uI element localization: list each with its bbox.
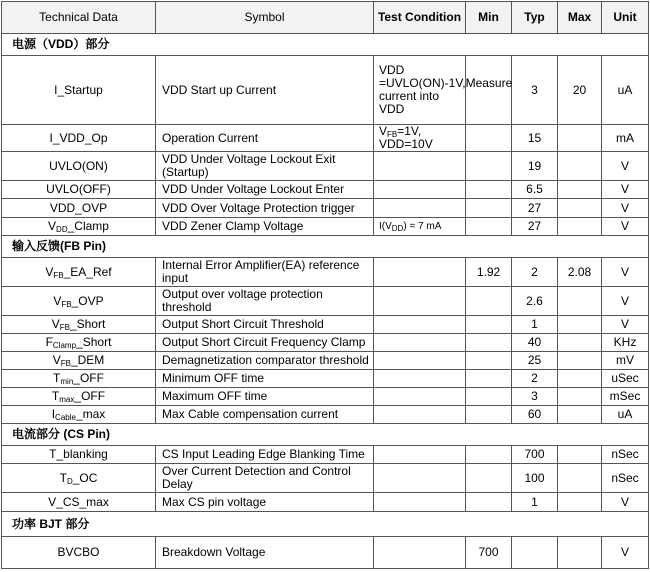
param-name: $V_{FB}\_DEM$ — [2, 352, 156, 370]
table-row — [2, 287, 649, 316]
param-condition — [374, 464, 466, 493]
param-condition: $I(V_{DD}) = 7$ mA — [374, 218, 466, 236]
param-typ: 1 — [512, 316, 558, 334]
param-max — [558, 493, 602, 512]
param-max: 20 — [558, 56, 602, 125]
param-desc: VDD Under Voltage Lockout Exit (Startup) — [156, 152, 374, 181]
param-condition — [374, 181, 466, 199]
header-row — [2, 2, 649, 34]
param-unit: V — [602, 493, 649, 512]
table-row — [2, 352, 649, 370]
technical-data-table — [1, 1, 649, 569]
param-desc: Maximum OFF time — [156, 388, 374, 406]
param-unit: uA — [602, 56, 649, 125]
param-name: $V_{DD}\_Clamp$ — [2, 218, 156, 236]
param-max — [558, 125, 602, 152]
param-desc: Output Short Circuit Frequency Clamp — [156, 334, 374, 352]
param-condition — [374, 388, 466, 406]
param-name: $T_{min}\_OFF$ — [2, 370, 156, 388]
param-min — [466, 446, 512, 464]
section-title: 功率 BJT 部分 — [2, 512, 649, 537]
param-unit: V — [602, 287, 649, 316]
param-typ: 700 — [512, 446, 558, 464]
param-name: $F_{Clamp}\_Short$ — [2, 334, 156, 352]
param-min — [466, 56, 512, 125]
param-unit: V — [602, 152, 649, 181]
section-cs — [2, 424, 649, 446]
param-typ: 19 — [512, 152, 558, 181]
param-min — [466, 125, 512, 152]
param-unit: V — [602, 316, 649, 334]
header-typ: Typ — [512, 2, 558, 34]
table-row — [2, 388, 649, 406]
param-typ: 2.6 — [512, 287, 558, 316]
param-name: T_blanking — [2, 446, 156, 464]
param-typ: 2 — [512, 258, 558, 287]
param-typ: 25 — [512, 352, 558, 370]
param-min — [466, 406, 512, 424]
table-row — [2, 199, 649, 218]
param-desc: VDD Over Voltage Protection trigger — [156, 199, 374, 218]
param-name: $V_{FB}\_OVP$ — [2, 287, 156, 316]
param-desc: Max CS pin voltage — [156, 493, 374, 512]
param-unit: V — [602, 181, 649, 199]
param-min — [466, 388, 512, 406]
table-row — [2, 370, 649, 388]
param-name: I_VDD_Op — [2, 125, 156, 152]
param-unit: nSec — [602, 464, 649, 493]
header-symbol: Symbol — [156, 2, 374, 34]
param-min — [466, 287, 512, 316]
param-desc: Output over voltage protection threshold — [156, 287, 374, 316]
param-desc: CS Input Leading Edge Blanking Time — [156, 446, 374, 464]
table-row — [2, 406, 649, 424]
section-title: 电源（VDD）部分 — [2, 34, 649, 56]
param-min — [466, 464, 512, 493]
param-max — [558, 446, 602, 464]
param-min: 1.92 — [466, 258, 512, 287]
param-unit: KHz — [602, 334, 649, 352]
param-min — [466, 334, 512, 352]
param-unit: mSec — [602, 388, 649, 406]
param-condition — [374, 287, 466, 316]
param-max — [558, 152, 602, 181]
section-fb — [2, 236, 649, 258]
param-name: V_CS_max — [2, 493, 156, 512]
param-desc: Max Cable compensation current — [156, 406, 374, 424]
param-typ: 27 — [512, 218, 558, 236]
param-unit: V — [602, 537, 649, 569]
param-desc: VDD Zener Clamp Voltage — [156, 218, 374, 236]
param-name: BVCBO — [2, 537, 156, 569]
param-max — [558, 388, 602, 406]
header-technical-data: Technical Data — [2, 2, 156, 34]
section-vdd — [2, 34, 649, 56]
header-max: Max — [558, 2, 602, 34]
param-typ: 60 — [512, 406, 558, 424]
param-condition: VDD =UVLO(ON)-1V,Measure current into VDD — [374, 56, 466, 125]
param-name: I_Startup — [2, 56, 156, 125]
param-unit: uSec — [602, 370, 649, 388]
param-typ: 27 — [512, 199, 558, 218]
param-max — [558, 406, 602, 424]
param-max — [558, 352, 602, 370]
param-min — [466, 316, 512, 334]
param-condition — [374, 316, 466, 334]
param-typ: 3 — [512, 56, 558, 125]
param-condition — [374, 446, 466, 464]
param-min — [466, 152, 512, 181]
param-condition: $V_{FB}=1V$, VDD=10V — [374, 125, 466, 152]
param-min: 700 — [466, 537, 512, 569]
param-max — [558, 334, 602, 352]
table-row — [2, 181, 649, 199]
param-typ: 40 — [512, 334, 558, 352]
table-row — [2, 258, 649, 287]
param-typ: 6.5 — [512, 181, 558, 199]
param-typ: 15 — [512, 125, 558, 152]
param-min — [466, 218, 512, 236]
param-condition — [374, 493, 466, 512]
param-name: UVLO(OFF) — [2, 181, 156, 199]
param-max — [558, 287, 602, 316]
param-desc: Output Short Circuit Threshold — [156, 316, 374, 334]
table-row — [2, 218, 649, 236]
param-condition — [374, 334, 466, 352]
table-row — [2, 316, 649, 334]
param-min — [466, 181, 512, 199]
param-name: $T_D\_OC$ — [2, 464, 156, 493]
param-unit: mV — [602, 352, 649, 370]
param-max — [558, 370, 602, 388]
param-desc: Over Current Detection and Control Delay — [156, 464, 374, 493]
param-unit: V — [602, 258, 649, 287]
param-unit: V — [602, 218, 649, 236]
header-unit: Unit — [602, 2, 649, 34]
param-max — [558, 316, 602, 334]
param-name: $T_{max}\_OFF$ — [2, 388, 156, 406]
param-min — [466, 352, 512, 370]
param-desc: Demagnetization comparator threshold — [156, 352, 374, 370]
param-condition — [374, 352, 466, 370]
param-typ: 2 — [512, 370, 558, 388]
param-name: $V_{FB}\_Short$ — [2, 316, 156, 334]
param-desc: Minimum OFF time — [156, 370, 374, 388]
param-max — [558, 218, 602, 236]
param-max — [558, 199, 602, 218]
table-row — [2, 493, 649, 512]
table-row — [2, 464, 649, 493]
param-name: UVLO(ON) — [2, 152, 156, 181]
param-name: $V_{FB}\_EA\_Ref$ — [2, 258, 156, 287]
param-condition — [374, 199, 466, 218]
param-name: VDD_OVP — [2, 199, 156, 218]
param-unit: V — [602, 199, 649, 218]
param-desc: Operation Current — [156, 125, 374, 152]
table-row — [2, 125, 649, 152]
param-typ — [512, 537, 558, 569]
param-desc: Breakdown Voltage — [156, 537, 374, 569]
param-typ: 3 — [512, 388, 558, 406]
param-condition — [374, 406, 466, 424]
param-condition — [374, 152, 466, 181]
param-desc: VDD Under Voltage Lockout Enter — [156, 181, 374, 199]
table-row — [2, 334, 649, 352]
section-bjt — [2, 512, 649, 537]
param-condition — [374, 258, 466, 287]
table-row — [2, 56, 649, 125]
param-unit: mA — [602, 125, 649, 152]
table-row — [2, 446, 649, 464]
param-max: 2.08 — [558, 258, 602, 287]
param-name: $I_{Cable}\_\max$ — [2, 406, 156, 424]
param-min — [466, 199, 512, 218]
param-typ: 1 — [512, 493, 558, 512]
param-max — [558, 181, 602, 199]
param-typ: 100 — [512, 464, 558, 493]
param-desc: VDD Start up Current — [156, 56, 374, 125]
section-title: 输入反馈(FB Pin) — [2, 236, 649, 258]
param-unit: nSec — [602, 446, 649, 464]
header-test-condition: Test Condition — [374, 2, 466, 34]
section-title: 电流部分 (CS Pin) — [2, 424, 649, 446]
param-condition — [374, 370, 466, 388]
param-max — [558, 537, 602, 569]
header-min: Min — [466, 2, 512, 34]
spec-sheet — [1, 1, 649, 569]
table-row — [2, 537, 649, 569]
param-max — [558, 464, 602, 493]
table-row — [2, 152, 649, 181]
param-desc: Internal Error Amplifier(EA) reference input — [156, 258, 374, 287]
param-min — [466, 370, 512, 388]
param-condition — [374, 537, 466, 569]
param-unit: uA — [602, 406, 649, 424]
param-min — [466, 493, 512, 512]
